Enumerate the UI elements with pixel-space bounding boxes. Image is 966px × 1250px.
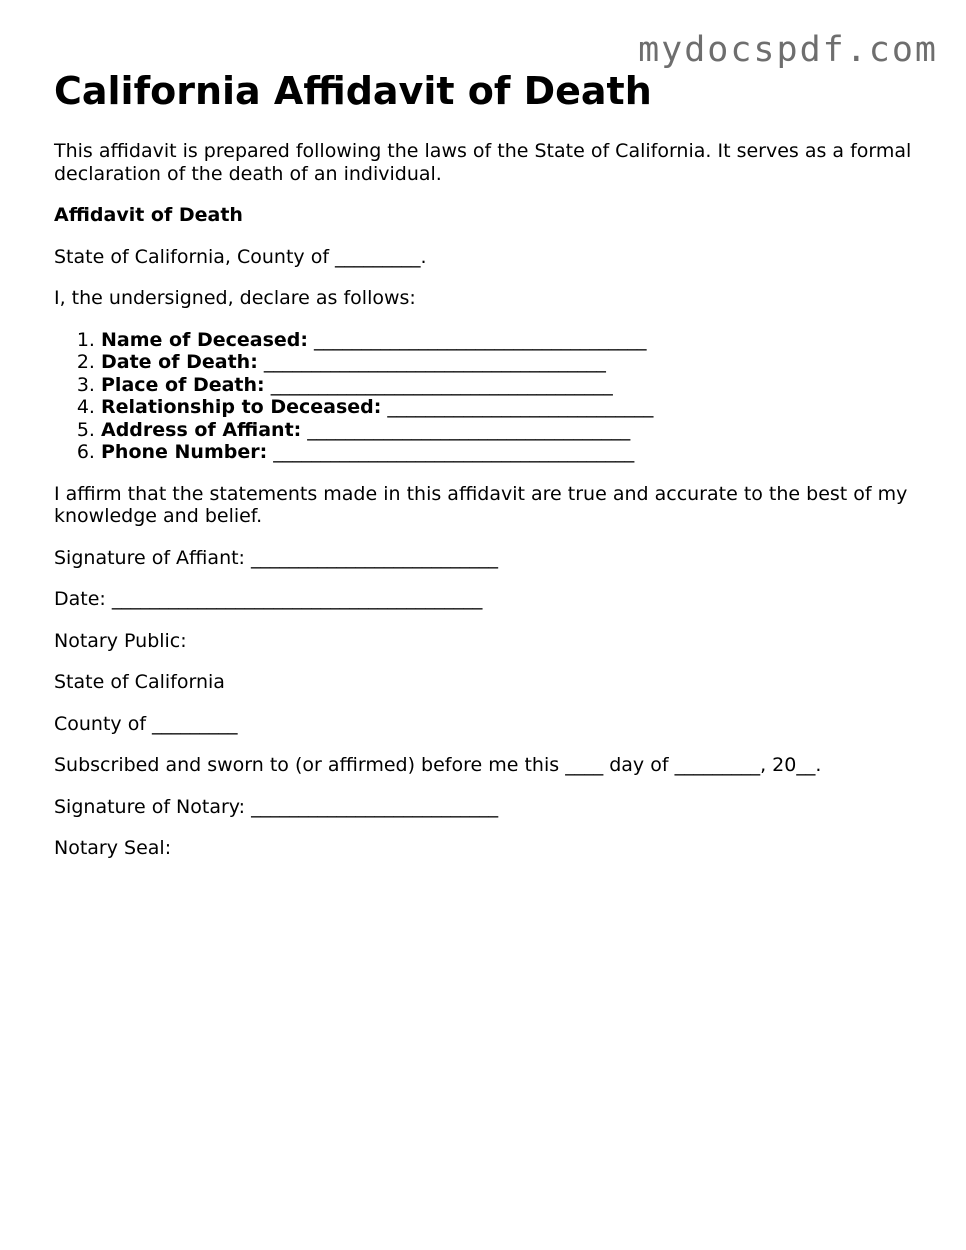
document-body — [54, 140, 924, 879]
item-label: Date of Death: — [101, 351, 258, 373]
list-item-address-of-affiant — [101, 419, 924, 442]
item-blank: ____________________________________ — [264, 373, 613, 396]
section-heading: Affidavit of Death — [54, 204, 243, 226]
document-title: California Affidavit of Death — [54, 69, 652, 113]
venue-line: State of California, County of _________. — [54, 245, 427, 268]
notary-state-line: State of California — [54, 671, 225, 693]
list-item-date-of-death — [101, 351, 924, 374]
item-blank: ___________________________________ — [307, 328, 647, 351]
item-label: Address of Affiant: — [101, 418, 302, 441]
list-item-place-of-death — [101, 374, 924, 397]
item-label: Place of Death: — [101, 373, 265, 396]
notary-seal-label: Notary Seal: — [54, 837, 172, 859]
subscribed-sworn-line: Subscribed and sworn to (or affirmed) before me this ____ day of _________, 20__. — [54, 754, 822, 776]
list-item-phone-number — [101, 441, 924, 464]
affiant-signature-line: Signature of Affiant: __________________________ — [54, 546, 498, 569]
list-item-name-of-deceased — [101, 329, 924, 352]
item-blank: __________________________________ — [301, 418, 631, 441]
list-item-relationship — [101, 396, 924, 419]
item-blank: ____________________________ — [381, 396, 654, 418]
item-blank: ____________________________________ — [257, 351, 606, 373]
watermark: mydocspdf.com — [638, 30, 938, 70]
notary-public-label: Notary Public: — [54, 629, 187, 652]
item-blank: ______________________________________ — [267, 441, 635, 463]
intro-paragraph: This affidavit is prepared following the laws of the State of California. It serves as a formal declaration of the death of an individual. — [54, 140, 912, 185]
item-label: Name of Deceased: — [101, 328, 308, 351]
details-list — [54, 329, 924, 464]
notary-signature-line: Signature of Notary: __________________________ — [54, 795, 499, 818]
date-line: Date: _______________________________________ — [54, 588, 483, 610]
item-label: Relationship to Deceased: — [101, 396, 382, 418]
notary-county-line: County of _________ — [54, 712, 238, 735]
affirmation-paragraph: I affirm that the statements made in this affidavit are true and accurate to the best of my knowledge and belief. — [54, 482, 908, 527]
declaration-line: I, the undersigned, declare as follows: — [54, 287, 416, 309]
item-label: Phone Number: — [101, 441, 268, 463]
